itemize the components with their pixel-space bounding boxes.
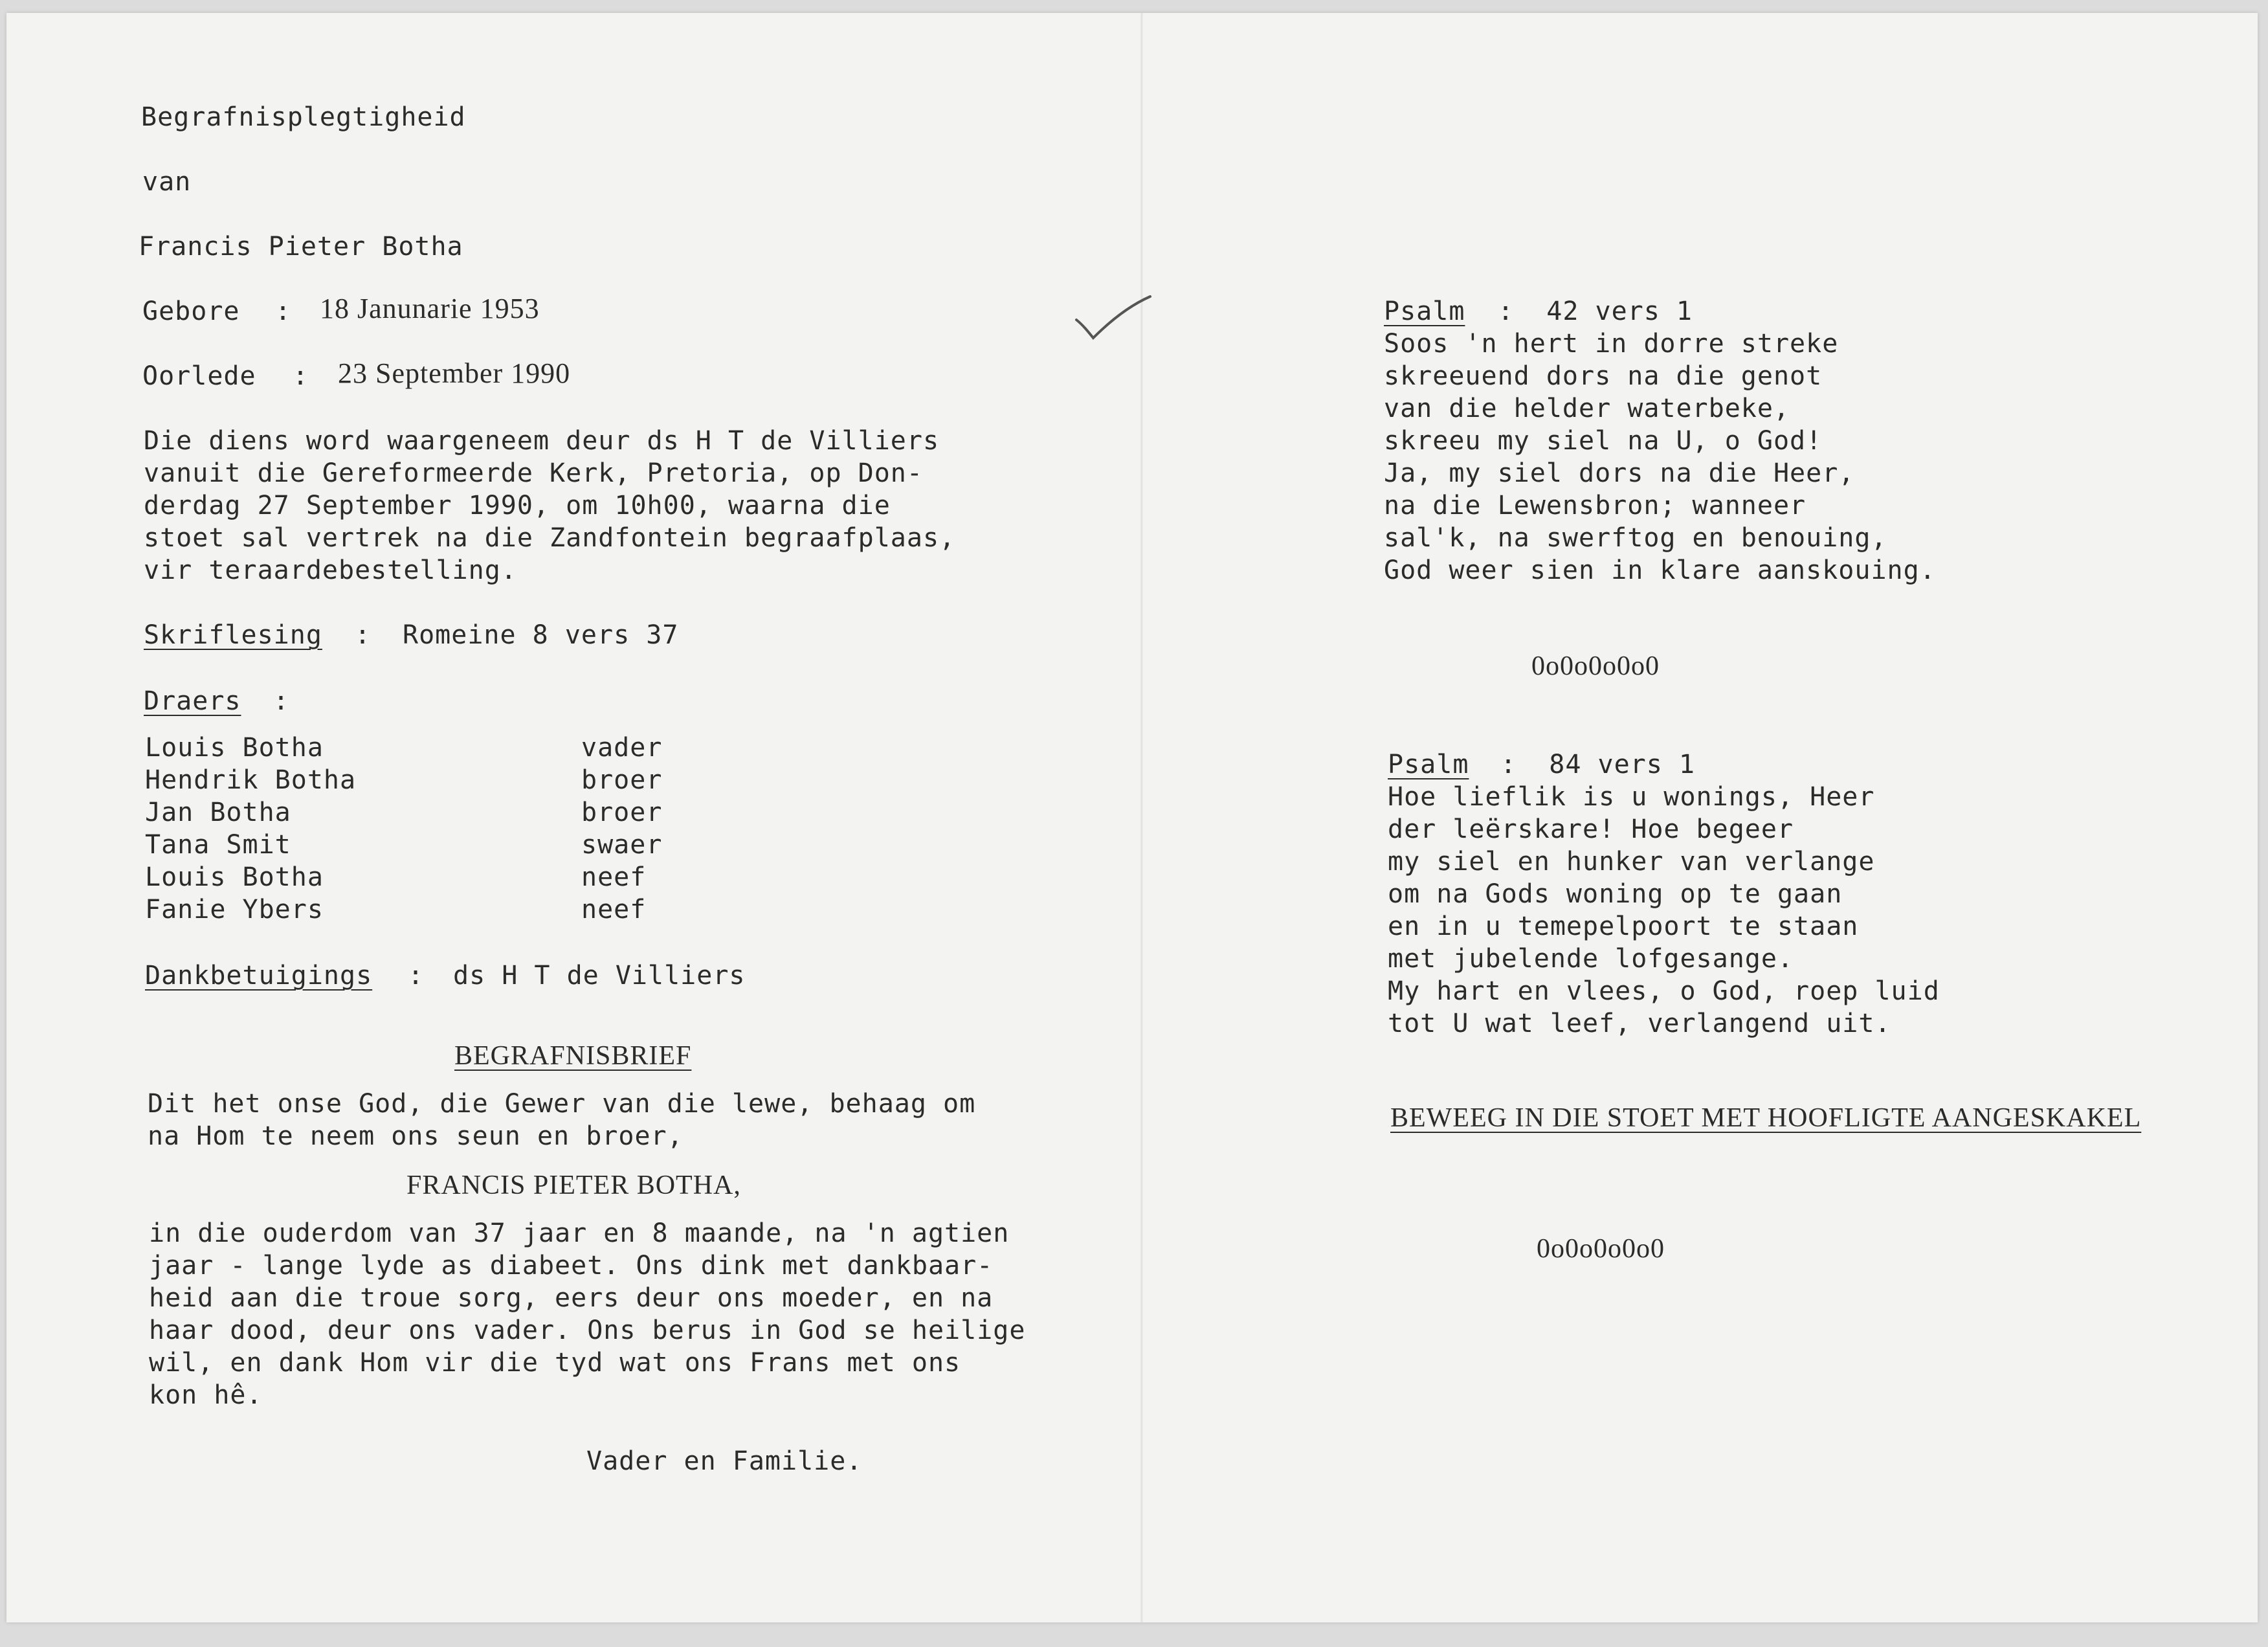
- service-line: stoet sal vertrek na die Zandfontein begraafplaas,: [144, 523, 956, 553]
- service-line: vanuit die Gereformeerde Kerk, Pretoria, op Don-: [144, 458, 923, 488]
- psalm2-line: en in u temepelpoort te staan: [1388, 912, 1859, 941]
- thanks-value: ds H T de Villiers: [453, 961, 746, 991]
- letter-line: wil, en dank Hom vir die tyd wat ons Frans met ons: [149, 1348, 961, 1378]
- psalm2-line: My hart en vlees, o God, roep luid: [1388, 976, 1940, 1006]
- signature: Vader en Familie.: [586, 1446, 863, 1476]
- bearer-relation: broer: [581, 765, 663, 795]
- died-separator: :: [293, 361, 309, 391]
- psalm2-line: om na Gods woning op te gaan: [1388, 879, 1843, 909]
- bearer-name: Hendrik Botha: [145, 765, 357, 795]
- psalm2-line: my siel en hunker van verlange: [1388, 847, 1875, 877]
- bearer-name: Louis Botha: [145, 733, 324, 763]
- program-title: Begrafnisplegtigheid: [141, 102, 466, 132]
- died-label: Oorlede: [142, 361, 256, 391]
- bearer-relation: neef: [581, 895, 647, 924]
- psalm1-line: skreeu my siel na U, o God!: [1384, 426, 1823, 456]
- bearer-relation: neef: [581, 862, 647, 892]
- psalm1-line: Ja, my siel dors na die Heer,: [1384, 458, 1855, 488]
- born-date: 18 Janunarie 1953: [320, 293, 540, 324]
- reading-label: Skriflesing: [144, 620, 322, 650]
- psalm1-reference: : 42 vers 1: [1498, 297, 1693, 326]
- psalm1-line: Soos 'n hert in dorre streke: [1384, 329, 1839, 359]
- psalm1-line: van die helder waterbeke,: [1384, 394, 1790, 423]
- letter-heading: BEGRAFNISBRIEF: [454, 1041, 692, 1071]
- psalm2-line: der leërskare! Hoe begeer: [1388, 814, 1794, 844]
- letter-line: jaar - lange lyde as diabeet. Ons dink met dankbaar-: [149, 1251, 994, 1281]
- deceased-name: Francis Pieter Botha: [139, 232, 463, 262]
- bearer-name: Jan Botha: [145, 798, 291, 827]
- psalm1-line: na die Lewensbron; wanneer: [1384, 491, 1807, 521]
- psalm2-reference: : 84 vers 1: [1500, 750, 1695, 779]
- born-separator: :: [275, 297, 292, 326]
- psalm2-line: met jubelende lofgesange.: [1388, 944, 1794, 974]
- center-fold: [1140, 13, 1143, 1622]
- thanks-label: Dankbetuigings: [145, 961, 373, 991]
- service-line: Die diens word waargeneem deur ds H T de Villiers: [144, 426, 940, 456]
- headlights-notice: BEWEEG IN DIE STOET MET HOOFLIGTE AANGESKAKEL: [1390, 1103, 2142, 1133]
- bearer-relation: broer: [581, 798, 663, 827]
- bearers-separator: :: [273, 686, 290, 716]
- bearer-name: Fanie Ybers: [145, 895, 324, 924]
- service-line: vir teraardebestelling.: [144, 555, 517, 585]
- divider-ornament: 0o0o0o0o0: [1537, 1234, 1665, 1264]
- psalm2-line: Hoe lieflik is u wonings, Heer: [1388, 782, 1875, 812]
- letter-line: kon hê.: [149, 1380, 263, 1410]
- psalm1-line: God weer sien in klare aanskouing.: [1384, 555, 1936, 585]
- letter-line: Dit het onse God, die Gewer van die lewe, behaag om: [148, 1089, 976, 1119]
- service-line: derdag 27 September 1990, om 10h00, waarna die: [144, 491, 891, 521]
- bearers-label: Draers: [144, 686, 241, 716]
- psalm2-label: Psalm: [1388, 750, 1469, 779]
- van-text: van: [142, 167, 192, 197]
- reading-separator: :: [355, 620, 372, 650]
- psalm1-line: sal'k, na swerftog en benouing,: [1384, 523, 1887, 553]
- psalm1-label: Psalm: [1384, 297, 1465, 326]
- thanks-separator: :: [408, 961, 425, 991]
- divider-ornament: 0o0o0o0o0: [1531, 651, 1660, 681]
- bearer-name: Louis Botha: [145, 862, 324, 892]
- letter-deceased-name: FRANCIS PIETER BOTHA,: [406, 1171, 741, 1200]
- letter-line: na Hom te neem ons seun en broer,: [148, 1121, 684, 1151]
- letter-line: heid aan die troue sorg, eers deur ons moeder, en na: [149, 1283, 994, 1313]
- psalm2-line: tot U wat leef, verlangend uit.: [1388, 1009, 1891, 1038]
- letter-line: in die ouderdom van 37 jaar en 8 maande, na 'n agtien: [149, 1218, 1010, 1248]
- bearer-relation: vader: [581, 733, 663, 763]
- died-date: 23 September 1990: [338, 357, 571, 389]
- born-label: Gebore: [142, 297, 240, 326]
- check-mark-icon: [1071, 291, 1155, 346]
- bearer-name: Tana Smit: [145, 830, 291, 860]
- letter-line: haar dood, deur ons vader. Ons berus in God se heilige: [149, 1316, 1026, 1345]
- reading-value: Romeine 8 vers 37: [403, 620, 679, 650]
- psalm1-line: skreeuend dors na die genot: [1384, 361, 1823, 391]
- bearer-relation: swaer: [581, 830, 663, 860]
